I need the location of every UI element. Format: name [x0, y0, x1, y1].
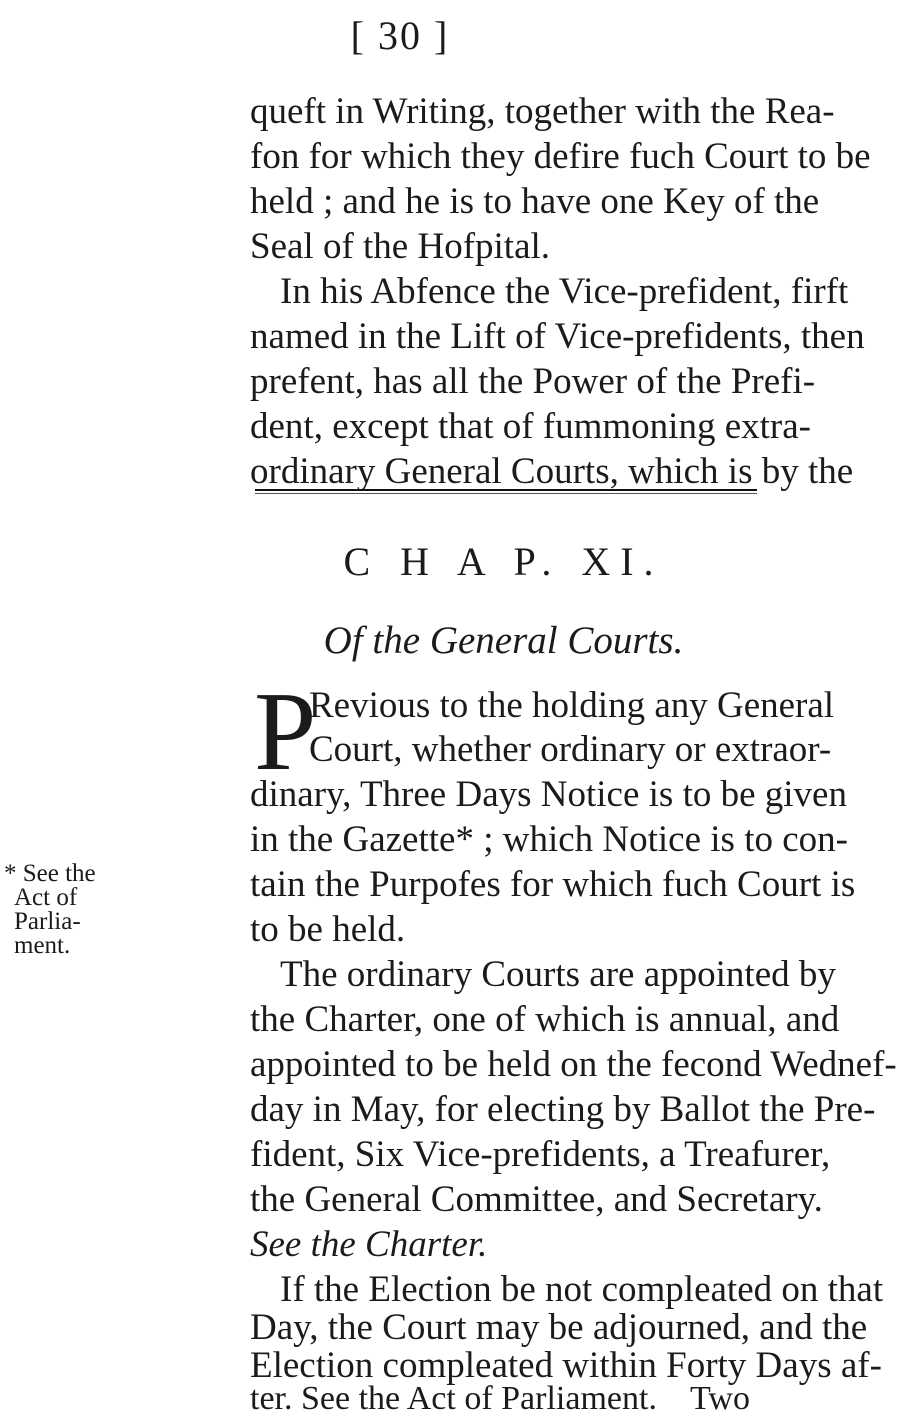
text-line: to be held.	[250, 909, 406, 950]
text-line: ordinary General Courts, which is by the	[250, 451, 854, 492]
text-line: the General Committee, and Secretary.	[250, 1179, 823, 1220]
text-line: Seal of the Hofpital.	[250, 226, 551, 267]
text-line: Day, the Court may be adjourned, and the	[250, 1307, 868, 1348]
chapter-title: Of the General Courts.	[323, 619, 684, 662]
page-number: [ 30 ]	[350, 13, 450, 58]
text-line: day in May, for electing by Ballot the Pre-	[250, 1089, 876, 1130]
text-line: dent, except that of fummoning extra-	[250, 406, 811, 447]
margin-note	[4, 862, 104, 958]
text-line: See the Charter.	[250, 1224, 488, 1265]
text-line: appointed to be held on the fecond Wednef-	[250, 1044, 897, 1085]
text-line: the Charter, one of which is annual, and	[250, 999, 840, 1040]
text-line: dinary, Three Days Notice is to be given	[250, 774, 847, 815]
text-line: Revious to the holding any General	[309, 685, 835, 726]
text-line: in the Gazette* ; which Notice is to con-	[250, 819, 848, 860]
text-line: If the Election be not compleated on that	[280, 1269, 884, 1310]
margin-note-line: Act of	[14, 884, 78, 911]
margin-note-line: * See the	[4, 860, 96, 887]
catchword: Two	[690, 1380, 750, 1417]
text-line: Election compleated within Forty Days af-	[250, 1345, 882, 1386]
text-line: queft in Writing, together with the Rea-	[250, 91, 835, 132]
text-line: fon for which they defire fuch Court to be	[250, 136, 871, 177]
text-line: In his Abfence the Vice-prefident, firft	[280, 271, 849, 312]
text-line: The ordinary Courts are appointed by	[280, 954, 836, 995]
margin-note-line: Parlia-	[14, 908, 81, 935]
text-line: fident, Six Vice-prefidents, a Treafurer,	[250, 1134, 831, 1175]
text-line: prefent, has all the Power of the Prefi-	[250, 361, 816, 402]
section-divider	[255, 489, 757, 491]
text-line: held ; and he is to have one Key of the	[250, 181, 820, 222]
text-line: tain the Purpofes for which fuch Court is	[250, 864, 856, 905]
text-line: Court, whether ordinary or extraor-	[309, 729, 832, 770]
margin-note-line: ment.	[14, 932, 71, 959]
chapter-heading: C H A P. XI.	[343, 539, 664, 584]
text-line: named in the Lift of Vice-prefidents, then	[250, 316, 865, 357]
drop-cap: P	[254, 670, 317, 794]
text-line: ter. See the Act of Parliament.	[250, 1380, 657, 1417]
